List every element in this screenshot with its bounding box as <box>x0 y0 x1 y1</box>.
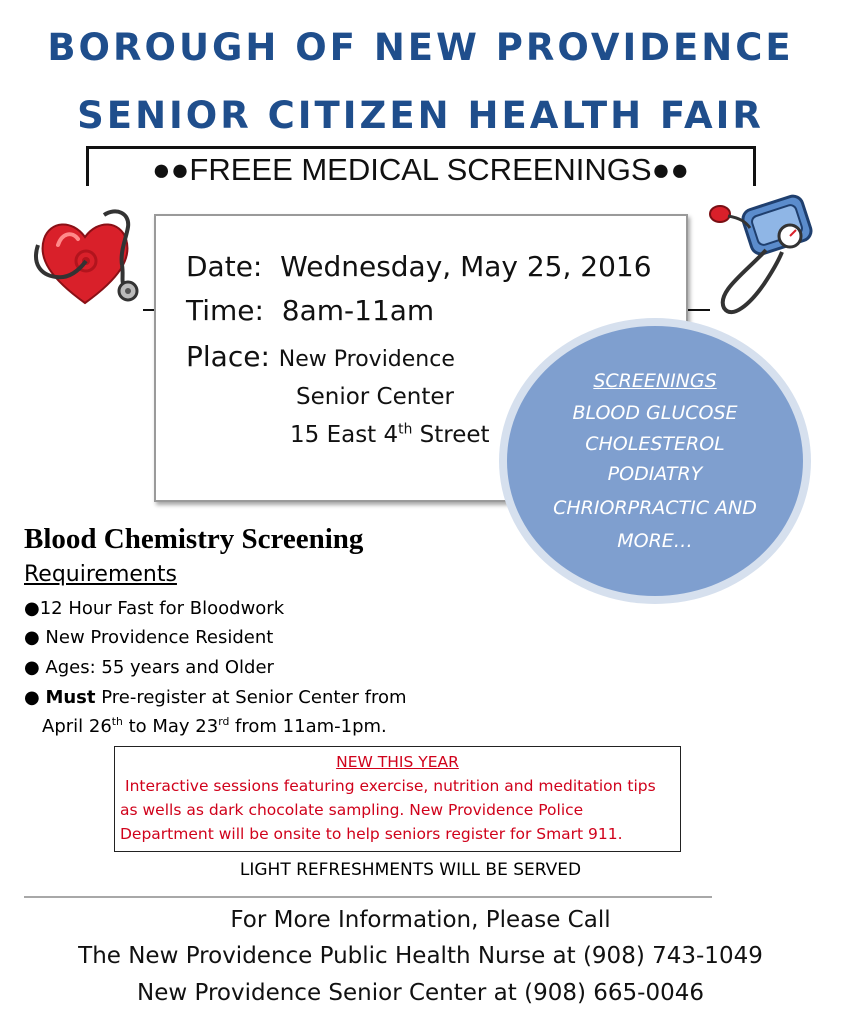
screening-item: CHRIORPRACTIC AND <box>553 497 757 519</box>
decorative-line-right <box>688 309 710 311</box>
event-date: Date: Wednesday, May 25, 2016 <box>186 250 652 283</box>
refreshments-note: LIGHT REFRESHMENTS WILL BE SERVED <box>239 860 582 880</box>
requirement-item: ● Ages: 55 years and Older <box>24 657 274 678</box>
event-place: Place: New Providence <box>186 340 455 373</box>
footer-nurse-phone: The New Providence Public Health Nurse at (908) 743-1049 <box>78 943 763 969</box>
screenings-circle <box>499 318 811 604</box>
heart-stethoscope-icon <box>30 203 140 313</box>
footer-divider <box>24 896 712 898</box>
new-this-year-line: Department will be onsite to help seniors register for Smart 911. <box>120 825 623 843</box>
screening-item: CHOLESTEROL <box>585 433 725 455</box>
requirement-item-continued: April 26th to May 23rd from 11am-1pm. <box>42 715 387 737</box>
requirement-item: ● Must Pre-register at Senior Center from <box>24 687 407 708</box>
title-line-2: SENIOR CITIZEN HEALTH FAIR <box>77 94 764 137</box>
blood-pressure-cuff-icon <box>706 192 818 322</box>
requirement-item: ●12 Hour Fast for Bloodwork <box>24 598 285 619</box>
event-time: Time: 8am-11am <box>186 294 435 327</box>
screening-item: BLOOD GLUCOSE <box>572 402 738 424</box>
event-address: 15 East 4th Street <box>290 421 490 448</box>
footer-center-phone: New Providence Senior Center at (908) 665-0046 <box>137 980 704 1006</box>
title-line-1: BOROUGH OF NEW PROVIDENCE <box>47 26 794 69</box>
requirement-item: ● New Providence Resident <box>24 627 274 648</box>
new-this-year-title: NEW THIS YEAR <box>336 753 459 771</box>
new-this-year-line: as wells as dark chocolate sampling. New Providence Police <box>120 801 584 819</box>
screenings-heading: SCREENINGS <box>593 370 717 392</box>
blood-chemistry-heading: Blood Chemistry Screening <box>24 523 364 555</box>
screening-item: PODIATRY <box>607 463 703 485</box>
subtitle: ●●FREEE MEDICAL SCREENINGS●● <box>151 152 690 187</box>
new-this-year-box <box>114 746 681 852</box>
event-place-line-2: Senior Center <box>296 384 454 410</box>
screening-item: MORE… <box>617 530 693 552</box>
new-this-year-line: Interactive sessions featuring exercise, nutrition and meditation tips <box>125 777 656 795</box>
footer-line-1: For More Information, Please Call <box>230 907 611 933</box>
requirements-heading: Requirements <box>24 562 177 587</box>
